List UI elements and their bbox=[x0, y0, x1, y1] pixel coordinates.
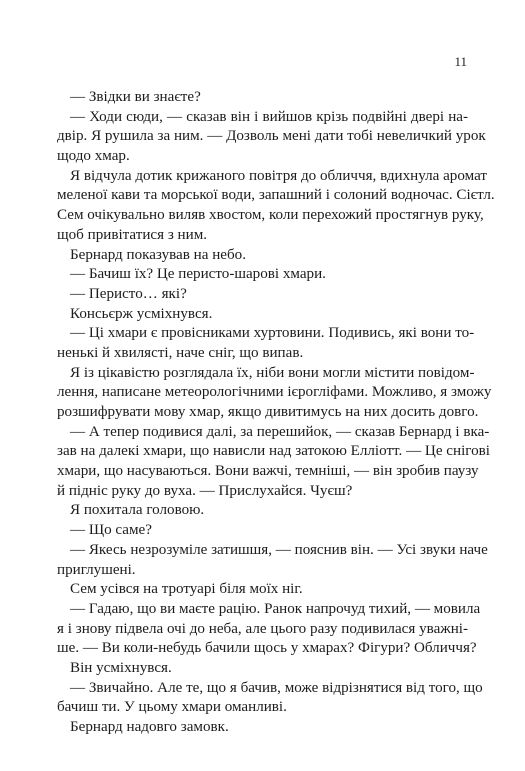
text-line: Консьєрж усміхнувся. bbox=[70, 305, 213, 322]
text-line: Я відчула дотик крижаного повітря до обличчя, вдихнула аромат bbox=[70, 167, 487, 184]
text-line: лення, написане метеорологічними ієрогліфами. Можливо, я зможу bbox=[57, 384, 492, 401]
text-line: — Звідки ви знаєте? bbox=[70, 89, 201, 105]
text-line: — Звичайно. Але те, що я бачив, може відрізнятися від того, що bbox=[70, 679, 483, 696]
text-line: розшифрувати мову хмар, якщо дивитимусь на них досить довго. bbox=[57, 404, 479, 420]
text-line: Бернард надовго замовк. bbox=[70, 719, 229, 735]
text-line: — Ці хмари є провісниками хуртовини. Подивись, які вони то- bbox=[70, 325, 475, 342]
page-number: 11 bbox=[454, 54, 467, 69]
text-line: Він усміхнувся. bbox=[70, 659, 172, 676]
text-line: — Ходи сюди, — сказав він і вийшов крізь подвійні двері на- bbox=[70, 108, 468, 125]
paragraph bbox=[57, 364, 492, 423]
text-line: — Гадаю, що ви маєте рацію. Ранок напрочуд тихий, — мовила bbox=[70, 600, 481, 617]
text-line: зав на далекі хмари, що нависли над затокою Елліотт. — Це снігові bbox=[57, 443, 490, 460]
text-line: — Якесь незрозуміле затишшя, — пояснив він. — Усі звуки наче bbox=[70, 541, 488, 558]
paragraph bbox=[57, 718, 468, 738]
paragraph bbox=[57, 659, 468, 679]
paragraph bbox=[57, 108, 486, 167]
paragraph bbox=[57, 521, 468, 541]
text-line: приглушені. bbox=[57, 561, 136, 578]
text-line: я і знову підвела очі до неба, але цього разу подивилася уважні- bbox=[57, 620, 468, 637]
text-line: меленої кави та морської води, запашний і солоний водночас. Сієтл. bbox=[57, 187, 495, 204]
text-line: Я із цікавістю розглядала їх, ніби вони могли містити повідом- bbox=[70, 364, 475, 381]
text-line: двір. Я рушила за ним. — Дозволь мені дати тобі невеличкий урок bbox=[57, 128, 486, 145]
text-line: щоб привітатися з ним. bbox=[57, 226, 208, 243]
text-line: щодо хмар. bbox=[57, 148, 130, 165]
paragraph bbox=[57, 580, 468, 600]
text-line: Сем очікувально виляв хвостом, коли перехожий простягнув руку, bbox=[57, 207, 484, 224]
text-line: й підніс руку до вуха. — Прислухайся. Чуєш? bbox=[57, 482, 353, 499]
paragraph bbox=[57, 265, 468, 285]
page-text bbox=[57, 88, 495, 738]
paragraph bbox=[57, 88, 468, 108]
paragraph bbox=[57, 679, 483, 718]
text-line: бачиш ти. У цьому хмари оманливі. bbox=[57, 699, 287, 716]
text-line: Бернард показував на небо. bbox=[70, 246, 246, 263]
paragraph bbox=[57, 246, 468, 266]
paragraph bbox=[57, 167, 495, 246]
paragraph bbox=[57, 541, 488, 580]
text-line: — Перисто… які? bbox=[70, 285, 187, 302]
text-line: Я похитала головою. bbox=[70, 502, 205, 519]
paragraph bbox=[57, 305, 468, 325]
text-line: ше. — Ви коли-небудь бачили щось у хмарах? Фігури? Обличчя? bbox=[57, 640, 477, 657]
paragraph bbox=[57, 501, 468, 521]
text-line: хмари, що насуваються. Вони важчі, темніші, — він зробив паузу bbox=[57, 463, 479, 480]
paragraph bbox=[57, 285, 468, 305]
text-line: Сем усівся на тротуарі біля моїх ніг. bbox=[70, 581, 303, 598]
paragraph bbox=[57, 600, 481, 659]
paragraph bbox=[57, 423, 490, 502]
text-line: — А тепер подивися далі, за перешийок, — сказав Бернард і вка- bbox=[70, 423, 490, 440]
text-line: — Що саме? bbox=[70, 522, 152, 539]
paragraph bbox=[57, 324, 475, 363]
text-line: ненькі й хвилясті, наче сніг, що випав. bbox=[57, 344, 304, 361]
text-line: — Бачиш їх? Це перисто-шарові хмари. bbox=[70, 266, 326, 283]
